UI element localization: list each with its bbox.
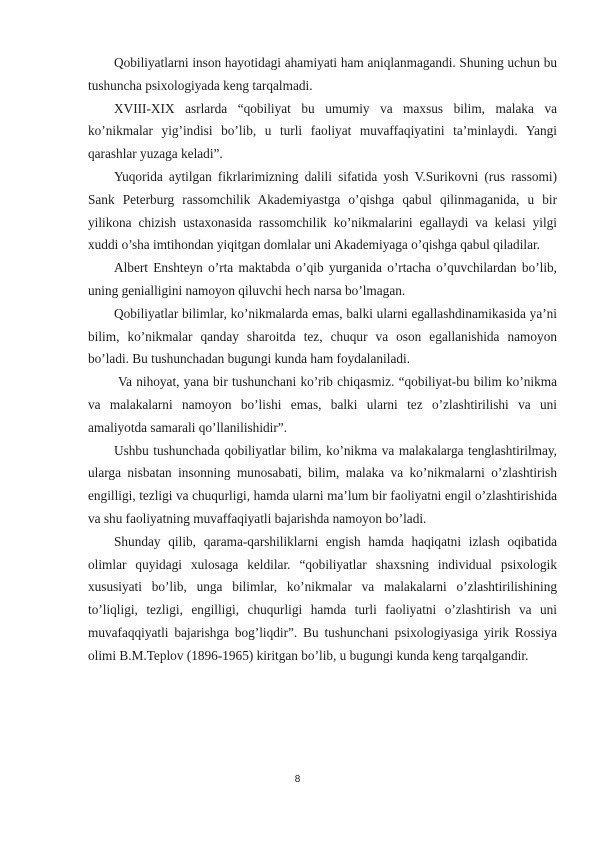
paragraph-1: Qobiliyatlarni inson hayotidagi ahamiyati ham aniqlanmagandi. Shuning uchun bu tushuncha psixologiyada keng tarqalmadi.: [88, 55, 557, 93]
paragraph-5: Qobiliyatlar bilimlar, ko’nikmalarda emas, balki ularni egallashdinamikasida ya’ni bilim, ko’nikmalar qanday sharoitda tez, chuqur va oson egallanishida namoyon bo’ladi. Bu tushunchadan bugungi kunda ham foydalaniladi.: [88, 305, 557, 367]
paragraph-2: XVIII-XIX asrlarda “qobiliyat bu umumiy va maxsus bilim, malaka va ko’nikmalar yig’indisi bo’lib, u turli faoliyat muvaffaqiyatini ta’minlaydi. Yangi qarashlar yuzaga keladi”.: [88, 100, 557, 162]
paragraph-3: Yuqorida aytilgan fikrlarimizning dalili sifatida yosh V.Surikovni (rus rassomi) Sank Peterburg rassomchilik Akademiyastga o’qishga qabul qilinmaganida, u bir yilikona chizish ustaxonasida rassomchilik ko’nikmalarini egallaydi va kelasi yilgi xuddi o’sha imtihondan yiqitgan domlalar uni Akademiyaga o’qishga qabul qiladilar.: [88, 168, 557, 253]
page-number: 8: [294, 774, 301, 785]
document-body: [88, 52, 557, 668]
paragraph-6: Va nihoyat, yana bir tushunchani ko’rib chiqasmiz. “qobiliyat-bu bilim ko’nikma va malakalarni namoyon bo’lishi emas, balki ularni tez o’zlashtirilishi va uni amaliyotda samarali qo’llanilishidir”.: [88, 374, 557, 435]
paragraph-4: Albert Enshteyn o’rta maktabda o’qib yurganida o’rtacha o’quvchilardan bo’lib, uning genialligini namoyon qiluvchi hech narsa bo’lmagan.: [88, 260, 557, 298]
paragraph-8: Shunday qilib, qarama-qarshiliklarni engish hamda haqiqatni izlash oqibatida olimlar quyidagi xulosaga keldilar. “qobiliyatlar shaxsning individual psixologik xususiyati bo’lib, unga bilimlar, ko’nikmalar va malakalarni o’zlashtirilishining to’liqligi, tezligi, engilligi, chuqurligi hamda turli faoliyatni o’zlashtirish va uni muvafaqqiyatli bajarishga bog’liqdir”. Bu tushunchani psixologiyasiga yirik Rossiya olimi B.M.Teplov (1896-1965) kiritgan bo’lib, u bugungi kunda keng tarqalgandir.: [88, 533, 557, 663]
paragraph-7: Ushbu tushunchada qobiliyatlar bilim, ko’nikma va malakalarga tenglashtirilmay, ularga nisbatan insonning munosabati, bilim, malaka va ko’nikmalarni o’zlashtirish engilligi, tezligi va chuqurligi, hamda ularni ma’lum bir faoliyatni engil o’zlashtirishida va shu faoliyatning muvaffaqiyatli bajarishda namoyon bo’ladi.: [88, 442, 557, 526]
